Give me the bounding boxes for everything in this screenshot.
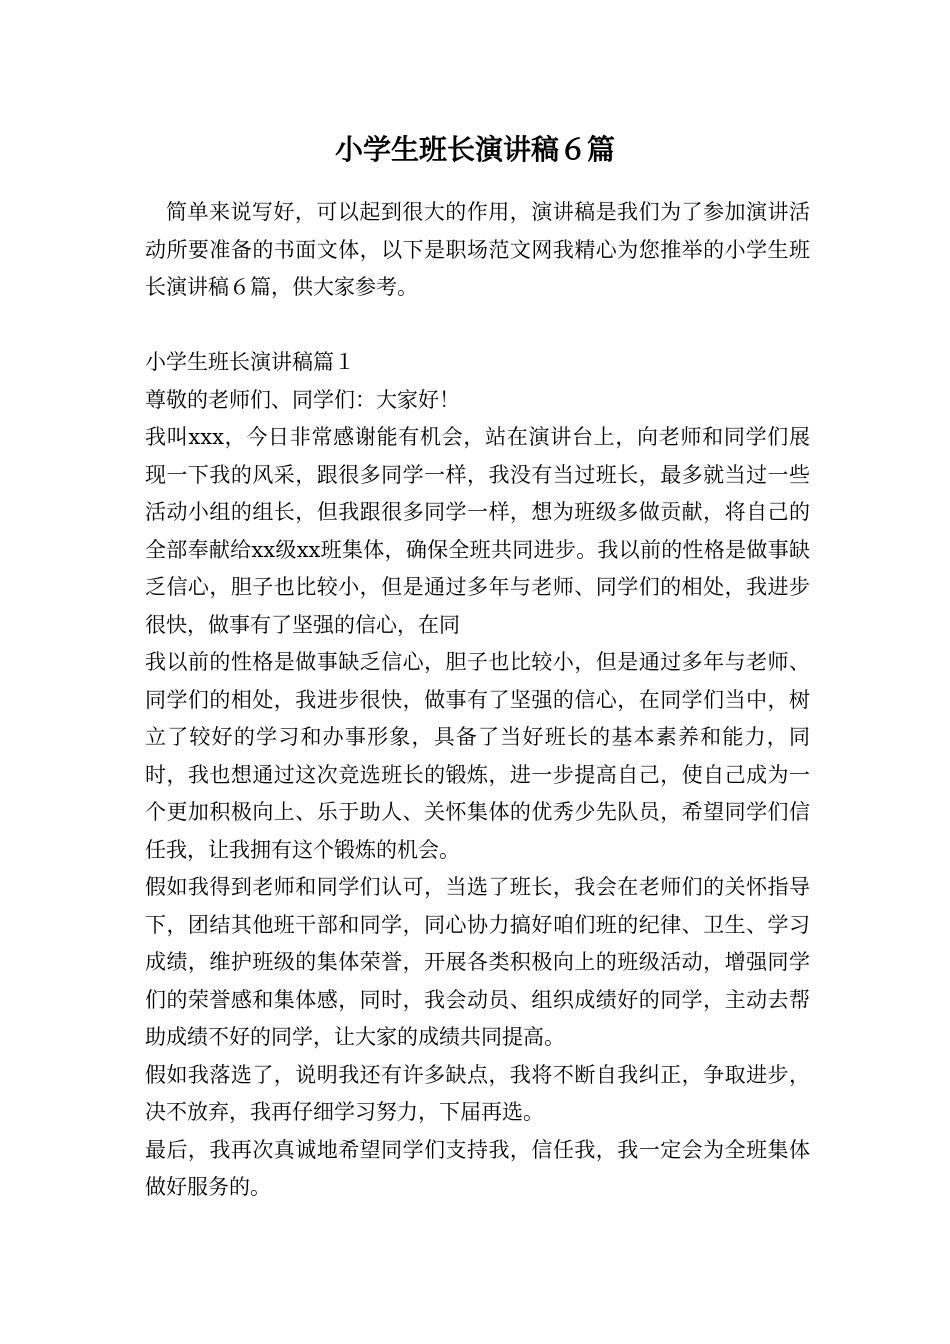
body-paragraph-1: 我叫xxx，今日非常感谢能有机会，站在演讲台上，向老师和同学们展现一下我的风采，跟很多同学一样，我没有当过班长，最多就当过一些活动小组的组长，但我跟很多同学一样，想为班级多做贡献，将自己的全部奉献给xx级xx班集体，确保全班共同进步。我以前的性格是做事缺乏信心，胆子也比较小，但是通过多年与老师、同学们的相处，我进步很快，做事有了坚强的信心，在同 — [145, 425, 810, 637]
document-title: 小学生班长演讲稿６篇 — [334, 133, 615, 166]
body-paragraph-2: 我以前的性格是做事缺乏信心，胆子也比较小，但是通过多年与老师、同学们的相处，我进步很快，做事有了坚强的信心，在同学们当中，树立了较好的学习和办事形象，具备了当好班长的基本素养和能力，同时，我也想通过这次竞选班长的锻炼，进一步提高自己，使自己成为一个更加积极向上、乐于助人、关怀集体的优秀少先队员，希望同学们信任我，让我拥有这个锻炼的机会。 — [145, 650, 810, 862]
section-heading: 小学生班长演讲稿篇１ — [145, 350, 355, 374]
paragraph-gap — [145, 307, 810, 345]
body-paragraph-5: 最后，我再次真诚地希望同学们支持我，信任我，我一定会为全班集体做好服务的。 — [145, 1137, 810, 1199]
body-paragraph-4: 假如我落选了，说明我还有许多缺点，我将不断自我纠正，争取进步，决不放弃，我再仔细学习努力，下届再选。 — [145, 1062, 810, 1124]
intro-paragraph: 简单来说写好，可以起到很大的作用，演讲稿是我们为了参加演讲活动所要准备的书面文体，以下是职场范文网我精心为您推举的小学生班长演讲稿６篇，供大家参考。 — [145, 200, 810, 299]
greeting-line: 尊敬的老师们、同学们：大家好！ — [145, 387, 460, 412]
body-paragraph-3: 假如我得到老师和同学们认可，当选了班长，我会在老师们的关怀指导下，团结其他班干部和同学，同心协力搞好咱们班的纪律、卫生、学习成绩，维护班级的集体荣誉，开展各类积极向上的班级活动，增强同学们的荣誉感和集体感，同时，我会动员、组织成绩好的同学，主动去帮助成绩不好的同学，让大家的成绩共同提高。 — [145, 875, 810, 1049]
document-body — [145, 194, 810, 1207]
